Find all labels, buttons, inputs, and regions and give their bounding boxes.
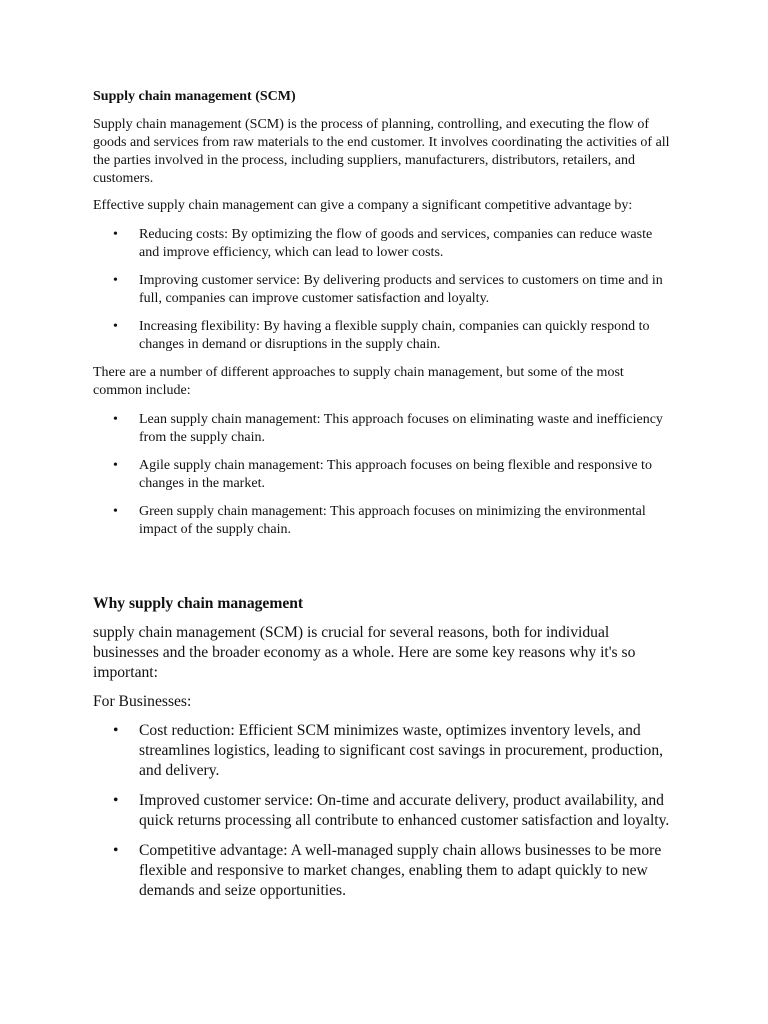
approaches-list <box>93 411 673 539</box>
list-item-text: Lean supply chain management: This approach focuses on eliminating waste and inefficiency from the supply chain. <box>139 412 663 445</box>
list-item <box>93 226 673 262</box>
bullet-icon: • <box>113 842 119 859</box>
list-item <box>93 791 673 831</box>
list-item-text: Competitive advantage: A well-managed supply chain allows businesses to be more flexible and responsive to market changes, enabling them to adapt quickly to new demands and seize opportunities. <box>139 842 662 899</box>
bullet-icon: • <box>113 227 118 242</box>
list-item <box>93 272 673 308</box>
section-title: Supply chain management (SCM) <box>93 89 296 104</box>
bullet-icon: • <box>113 792 119 809</box>
list-item-text: Reducing costs: By optimizing the flow of goods and services, companies can reduce waste and improve efficiency, which can lead to lower costs. <box>139 227 653 260</box>
advantages-list <box>93 226 673 354</box>
bullet-icon: • <box>113 273 118 288</box>
paragraph-for-businesses: For Businesses: <box>93 693 192 710</box>
list-item-text: Increasing flexibility: By having a flexible supply chain, companies can quickly respond to changes in demand or disruptions in the supply chain. <box>139 319 650 352</box>
list-item-text: Improved customer service: On-time and accurate delivery, product availability, and quick returns processing all contribute to enhanced customer satisfaction and loyalty. <box>139 792 670 829</box>
bullet-icon: • <box>113 319 118 334</box>
paragraph-importance: supply chain management (SCM) is crucial for several reasons, both for individual businesses and the broader economy as a whole. Here are some key reasons why it's so important: <box>93 624 636 681</box>
list-item <box>93 721 673 781</box>
paragraph-approaches-intro: There are a number of different approaches to supply chain management, but some of the most common include: <box>93 365 624 398</box>
business-reasons-list <box>93 721 673 901</box>
bullet-icon: • <box>113 722 119 739</box>
bullet-icon: • <box>113 504 118 519</box>
list-item <box>93 318 673 354</box>
list-item-text: Green supply chain management: This approach focuses on minimizing the environmental impact of the supply chain. <box>139 504 646 537</box>
section-scm-overview <box>93 88 673 549</box>
section-title: Why supply chain management <box>93 595 304 612</box>
list-item <box>93 411 673 447</box>
list-item-text: Agile supply chain management: This approach focuses on being flexible and responsive to changes in the market. <box>139 458 652 491</box>
list-item <box>93 503 673 539</box>
paragraph-definition: Supply chain management (SCM) is the process of planning, controlling, and executing the flow of goods and services from raw materials to the end customer. It involves coordinating the activities of all the parties involved in the process, including suppliers, manufacturers, distributors, retailers, and customers. <box>93 117 670 186</box>
section-why-scm <box>93 594 673 911</box>
list-item <box>93 457 673 493</box>
paragraph-advantage-intro: Effective supply chain management can give a company a significant competitive advantage by: <box>93 198 633 213</box>
list-item-text: Improving customer service: By delivering products and services to customers on time and in full, companies can improve customer satisfaction and loyalty. <box>139 273 663 306</box>
bullet-icon: • <box>113 412 118 427</box>
list-item-text: Cost reduction: Efficient SCM minimizes waste, optimizes inventory levels, and streamlines logistics, leading to significant cost savings in procurement, production, and delivery. <box>139 722 664 779</box>
bullet-icon: • <box>113 458 118 473</box>
list-item <box>93 841 673 901</box>
